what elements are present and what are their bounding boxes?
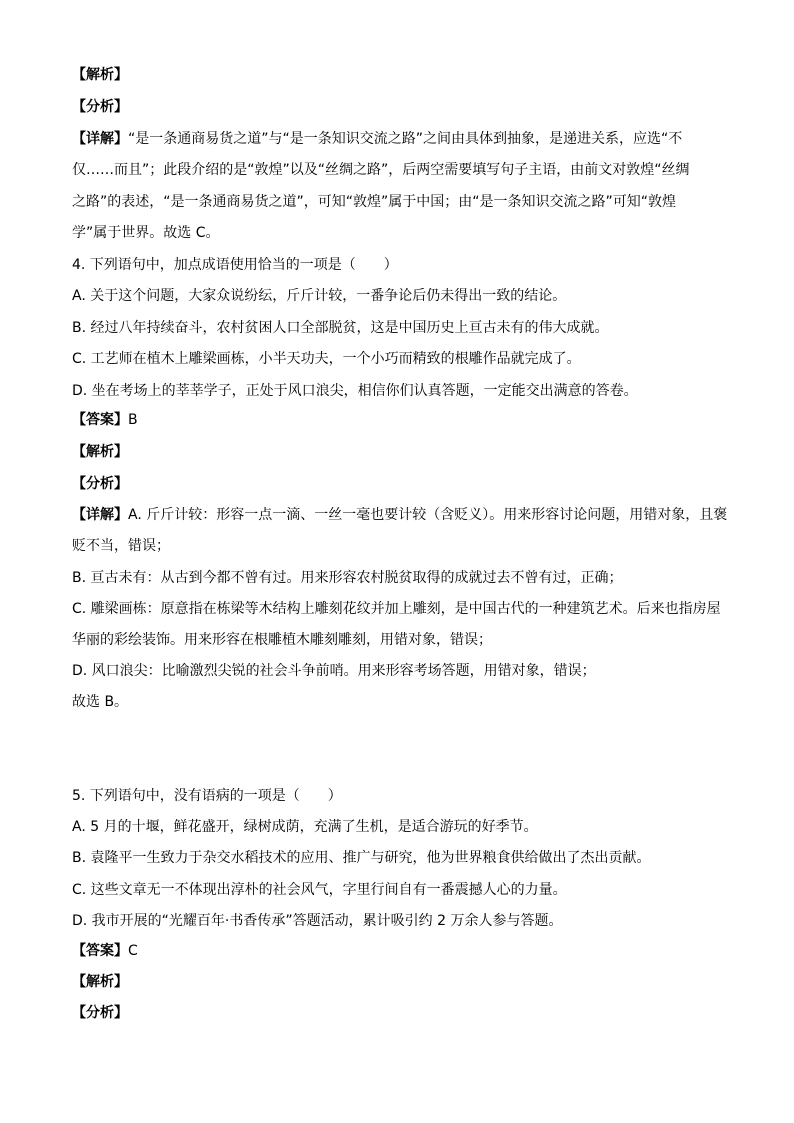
explanation-line: 贬不当，错误；: [72, 538, 170, 554]
question-5-option-d: D. 我市开展的“光耀百年·书香传承”答题活动，累计吸引约 2 万余人参与答题。: [72, 913, 563, 929]
question-4-option-c: C. 工艺师在植木上雕梁画栋，小半天功夫，一个小巧而精致的根雕作品就完成了。: [72, 351, 581, 367]
question-4-option-d: D. 坐在考场上的莘莘学子，正处于风口浪尖，相信你们认真答题，一定能交出满意的答卷。: [72, 383, 638, 399]
explanation-line: C. 雕梁画栋：原意指在栋梁等木结构上雕刻花纹并加上雕刻，是中国古代的一种建筑艺术。后来也指房屋: [72, 601, 721, 617]
explanation-line: D. 风口浪尖：比喻激烈尖锐的社会斗争前哨。用来形容考场答题，用错对象，错误；: [72, 663, 596, 679]
section-label-jiexi: 【解析】: [72, 974, 128, 990]
explanation-line: 华丽的彩绘装饰。用来形容在根雕植木雕刻雕刻，用错对象，错误；: [72, 632, 492, 648]
explanation-line: B. 亘古未有：从古到今都不曾有过。用来形容农村脱贫取得的成就过去不曾有过，正确；: [72, 570, 623, 586]
section-label-fenxi: 【分析】: [72, 1005, 128, 1021]
section-label-jiexi: 【解析】: [72, 67, 128, 83]
question-4-answer: 【答案】B: [72, 412, 138, 428]
question-5-stem: 5. 下列语句中，没有语病的一项是（ ）: [72, 788, 342, 804]
question-5-option-a: A. 5 月的十堰，鲜花盛开，绿树成荫，充满了生机，是适合游玩的好季节。: [72, 819, 538, 835]
section-label-fenxi: 【分析】: [72, 476, 128, 492]
question-4-option-b: B. 经过八年持续奋斗，农村贫困人口全部脱贫，这是中国历史上亘古未有的伟大成就。: [72, 320, 609, 336]
explanation-line: 仅……而且”；此段介绍的是“敦煌”以及“丝绸之路”，后两空需要填写句子主语，由前文对敦煌“丝绸: [72, 162, 690, 178]
conclusion-line: 故选 B。: [72, 694, 129, 710]
section-label-fenxi: 【分析】: [72, 99, 128, 115]
question-5-answer: 【答案】C: [72, 943, 138, 959]
explanation-line: 【详解】“是一条通商易货之道”与“是一条知识交流之路”之间由具体到抽象，是递进关系，应选“不: [72, 131, 683, 147]
question-4-option-a: A. 关于这个问题，大家众说纷纭，斤斤计较，一番争论后仍未得出一致的结论。: [72, 288, 567, 304]
question-4-stem: 4. 下列语句中，加点成语使用恰当的一项是（ ）: [72, 257, 398, 273]
explanation-line: 学”属于世界。故选 C。: [72, 225, 220, 241]
explanation-line: 之路”的表述，“是一条通商易货之道”，可知“敦煌”属于中国；由“是一条知识交流之路”可知“敦煌: [72, 194, 677, 210]
question-5-option-c: C. 这些文章无一不体现出淳朴的社会风气，字里行间自有一番震撼人心的力量。: [72, 882, 567, 898]
explanation-line: 【详解】A. 斤斤计较：形容一点一滴、一丝一毫也要计较（含贬义）。用来形容讨论问题，用错对象，且褒: [72, 507, 728, 523]
section-label-jiexi: 【解析】: [72, 444, 128, 460]
question-5-option-b: B. 袁隆平一生致力于杂交水稻技术的应用、推广与研究，他为世界粮食供给做出了杰出贡献。: [72, 850, 651, 866]
